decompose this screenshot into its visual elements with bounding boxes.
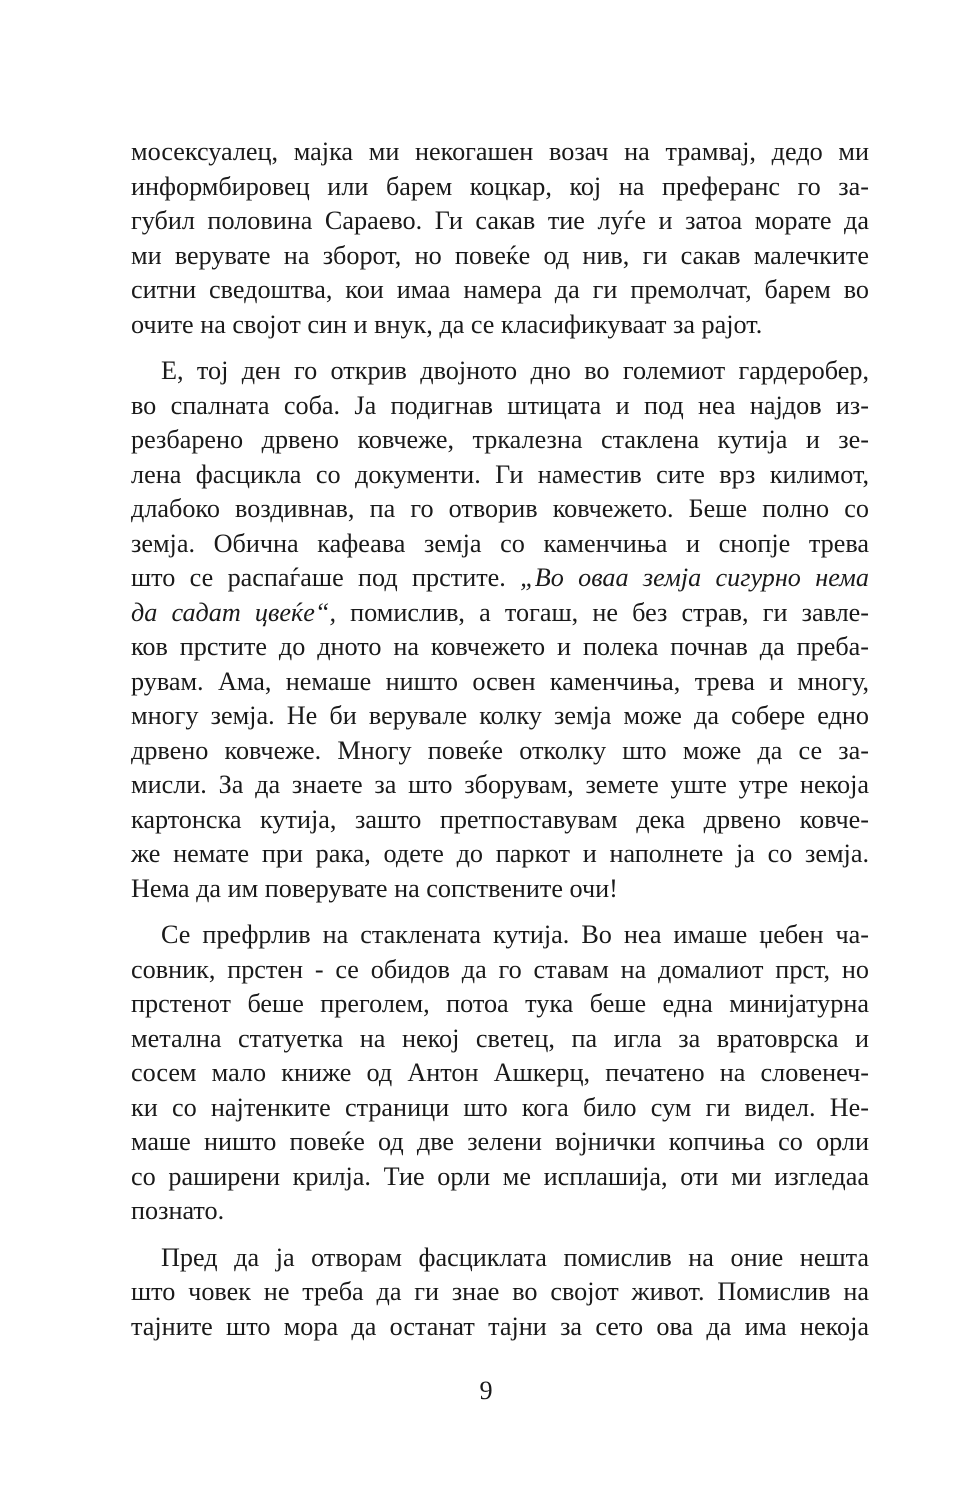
italic-quote-start: „Во оваа земја сигурно нема — [520, 563, 869, 592]
text-segment: помислив, а тогаш, не без страв, ги завле- — [336, 597, 870, 627]
text-line: Пред да ја отворам фасциклата помислив на оние нешта — [161, 1242, 869, 1272]
text-segment: што се распаѓаше под прстите. — [131, 563, 521, 592]
text-line: што човек не треба да ги знае во својот живот. Помислив на — [131, 1277, 869, 1306]
paragraph-2 — [131, 354, 869, 906]
text-line: познато. — [131, 1196, 225, 1225]
paragraph-3 — [131, 918, 869, 1229]
page-number: 9 — [479, 1376, 493, 1405]
text-line: метална статуетка на некој светец, па игла за вратоврска и — [131, 1023, 869, 1053]
text-line: информбировец или барем коцкар, кој на преферанс го за- — [131, 171, 869, 201]
text-line: во спалната соба. Ја подигнав штицата и под неа најдов из- — [131, 390, 869, 420]
text-line: резбарено дрвено ковчеже, тркалезна стаклена кутија и зе- — [131, 425, 869, 454]
text-line: мосексуалец, мајка ми некогашен возач на трамвај, дедо ми — [131, 137, 869, 166]
text-line: ков прстите до дното на ковчежето и полека почнав да преба- — [131, 632, 869, 661]
text-line: многу земја. Не би верувале колку земја може да собере едно — [131, 701, 869, 730]
text-line: сосем мало книже од Антон Ашкерц, печатено на словенеч- — [131, 1058, 869, 1087]
text-line: маше ништо повеќе од две зелени војнички копчиња со орли — [131, 1127, 869, 1156]
text-line: совник, прстен - се обидов да го ставам на домалиот прст, но — [131, 954, 869, 984]
text-line: же немате при рака, одете до паркот и наполнете ја со земја. — [131, 839, 869, 868]
text-line: ми верувате на зборот, но повеќе од нив, ги сакав малечките — [131, 240, 869, 270]
text-line: картонска кутија, зашто претпоставувам дека дрвено ковче- — [131, 804, 869, 834]
text-line: тајните што мора да останат тајни за сето ова да има некоја — [131, 1311, 869, 1341]
text-line: дрвено ковчеже. Многу повеќе отколку што може да се за- — [131, 735, 869, 765]
text-line: Нема да им поверувате на сопствените очи! — [131, 873, 618, 903]
text-line: прстенот беше преголем, потоа тука беше една минијатурна — [131, 989, 869, 1018]
italic-quote-end: да садат цвеќе“, — [131, 597, 337, 627]
text-line: ситни сведоштва, кои имаа намера да ги премолчат, барем во — [131, 275, 869, 304]
text-line: очите на својот син и внук, да се класификуваат за рајот. — [131, 309, 763, 339]
text-line: лена фасцикла со документи. Ги наместив сите врз килимот, — [131, 459, 869, 489]
text-line: губил половина Сараево. Ги сакав тие луѓе и затоа морате да — [131, 206, 869, 235]
text-line: мисли. За да знаете за што зборувам, земете уште утре некоја — [131, 770, 869, 799]
text-line: длабоко воздивнав, па го отворив ковчежето. Беше полно со — [131, 494, 869, 523]
text-line-mixed — [131, 596, 869, 631]
text-line: рувам. Ама, немаше ништо освен каменчиња, трева и многу, — [131, 666, 869, 696]
text-line: земја. Обична кафеава земја со каменчиња и снопје трева — [131, 528, 869, 558]
paragraph-4 — [131, 1241, 869, 1345]
text-line: со раширени крилја. Тие орли ме исплашија, оти ми изгледаа — [131, 1161, 869, 1191]
text-line: Се префрлив на стаклената кутија. Во неа имаше џебен ча- — [161, 920, 869, 949]
text-line: Е, тој ден го открив двојното дно во големиот гардеробер, — [161, 356, 869, 385]
text-line-mixed — [131, 561, 869, 596]
page-body — [131, 135, 869, 1356]
paragraph-1 — [131, 135, 869, 342]
text-line: ки со најтенките страници што кога било сум ги видел. Не- — [131, 1092, 869, 1122]
